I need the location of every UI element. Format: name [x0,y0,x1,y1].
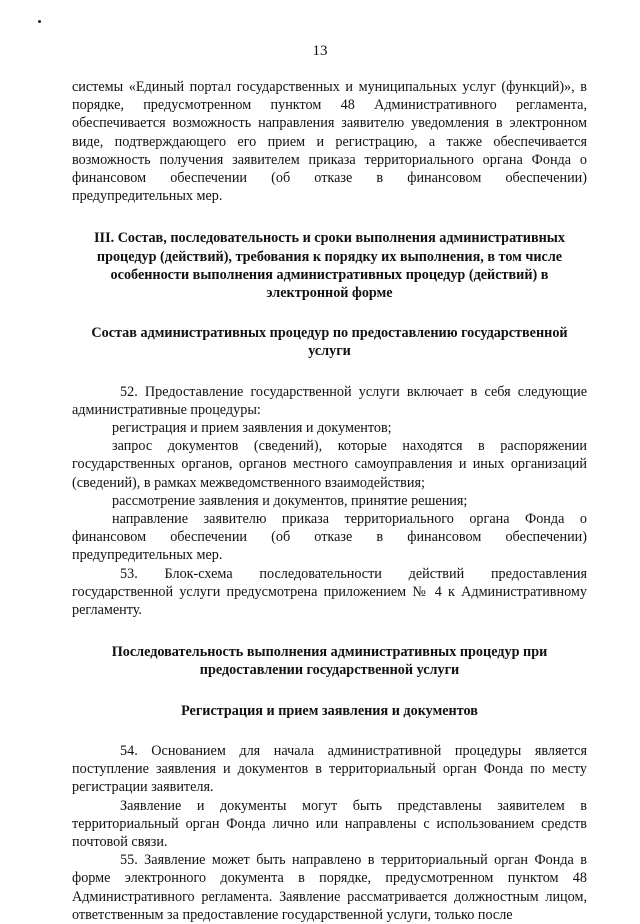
paragraph-52: 52. Предоставление государственной услуги включает в себя следующие административные процедуры: [72,383,587,418]
paragraph-54-second: Заявление и документы могут быть представлены заявителем в территориальный орган Фонда лично или направлены с использованием средств почтовой связи. [72,797,587,850]
paragraph-53: 53. Блок-схема последовательности действий предоставления государственной услуги предусмотрена приложением № 4 к Административному регламенту. [72,565,587,619]
list-item-review: рассмотрение заявления и документов, принятие решения; [112,492,468,509]
subsection-heading-registration: Регистрация и прием заявления и документов [181,702,478,719]
scan-speck [38,20,41,23]
page-number: 13 [312,43,328,59]
paragraph-55: 55. Заявление может быть направлено в территориальный орган Фонда в форме электронного документа в порядке, предусмотренном пунктом 48 Административного регламента. Заявление рассматривается должностным лицом, ответственным за предоставление государственной услуги, только после [72,852,587,923]
document-body [72,78,587,924]
list-item-sending: направление заявителю приказа территориального органа Фонда о финансовом обеспечении (об отказе в финансовом обеспечении) предупредительных мер. [72,511,587,564]
section-heading: III. Состав, последовательность и сроки выполнения административных процедур (действий), требования к порядку их выполнения, в том числе особенности выполнения административных процедур (действий) в электронной форме [94,230,565,302]
paragraph-continuation: системы «Единый портал государственных и муниципальных услуг (функций)», в порядке, предусмотренном пунктом 48 Административного регламента, обеспечивается возможность направления заявителю уведомления в электронном виде, подтверждающего его прием и регистрацию, а также обеспечивается возможность получения заявителем приказа территориального органа Фонда о финансовом обеспечении (об отказе в финансовом обеспечении) предупредительных мер. [72,79,587,205]
list-item-request: запрос документов (сведений), которые находятся в распоряжении государственных органов, органов местного самоуправления и иных организаций (сведений), в рамках межведомственного взаимодействия; [72,438,587,491]
subsection-heading-sequence: Последовательность выполнения административных процедур при предоставлении государственной услуги [111,644,548,679]
paragraph-54: 54. Основанием для начала административной процедуры является поступление заявления и документов в территориальный орган Фонда по месту регистрации заявителя. [72,742,587,796]
list-item-registration: регистрация и прием заявления и документов; [112,420,392,437]
subsection-heading-composition: Состав административных процедур по предоставлению государственной услуги [91,325,568,360]
